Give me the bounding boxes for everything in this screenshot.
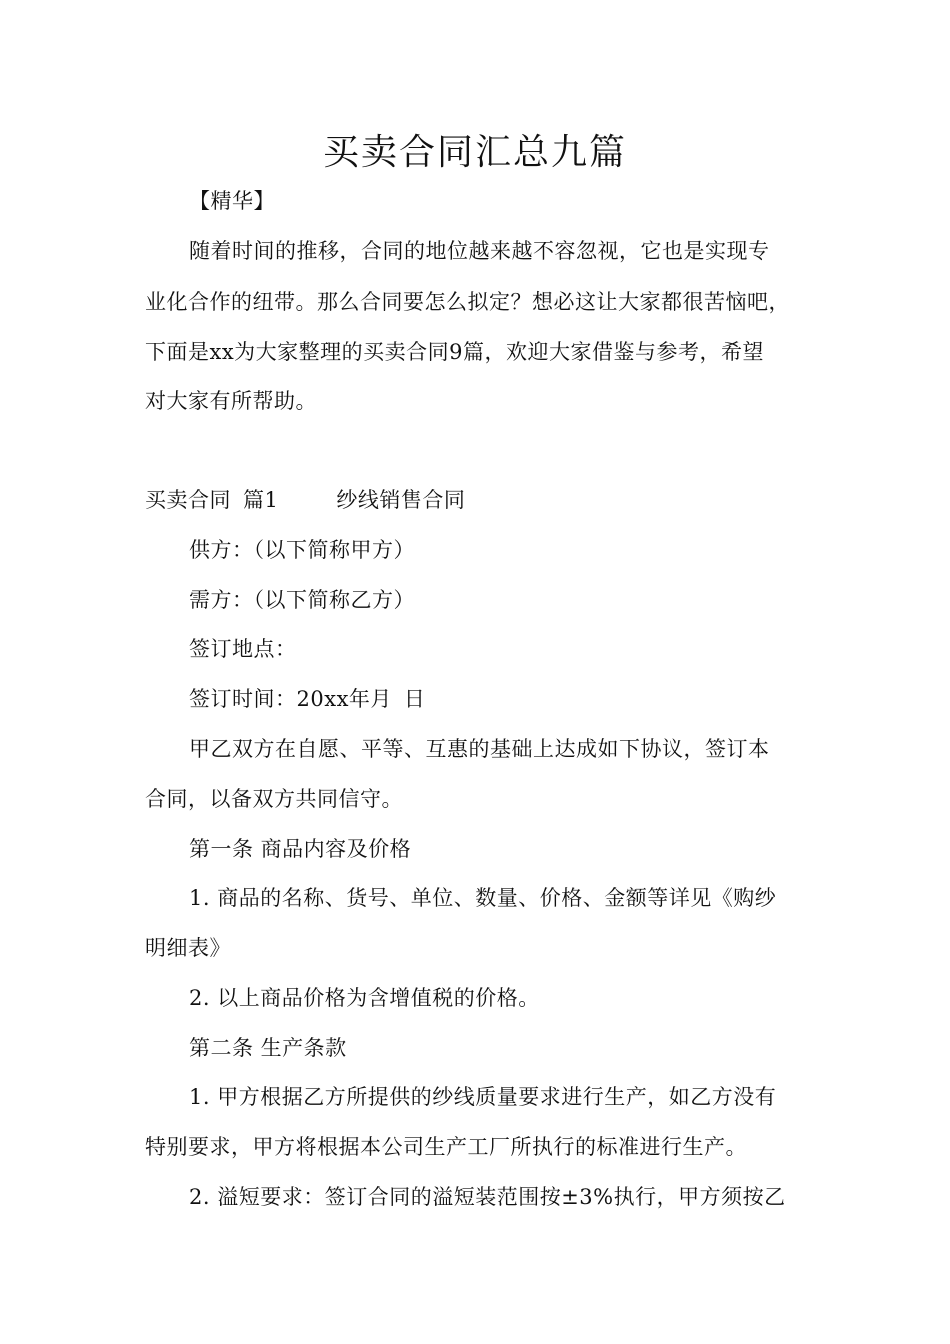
intro-line-3: 下面是xx为大家整理的买卖合同9篇，欢迎大家借鉴与参考，希望 xyxy=(145,340,765,364)
article2-item2: 2. 溢短要求：签订合同的溢短装范围按±3%执行，甲方须按乙 xyxy=(189,1185,786,1209)
sign-place-line: 签订地点： xyxy=(189,637,297,661)
article2-heading: 第二条 生产条款 xyxy=(189,1036,347,1060)
document-title: 买卖合同汇总九篇 xyxy=(322,132,627,173)
article1-item2: 2. 以上商品价格为含增值税的价格。 xyxy=(189,986,540,1010)
document-tag: 【精华】 xyxy=(189,189,275,213)
sign-time-line xyxy=(189,684,425,714)
article1-heading: 第一条 商品内容及价格 xyxy=(189,837,412,861)
sign-time-day: 日 xyxy=(403,687,426,711)
article1-item1-line-2: 明细表》 xyxy=(145,936,231,960)
sign-time-text: 签订时间：20xx年月 xyxy=(189,687,392,711)
section-label: 买卖合同 xyxy=(145,488,231,512)
article2-item1-line-1: 1. 甲方根据乙方所提供的纱线质量要求进行生产，如乙方没有 xyxy=(189,1085,777,1109)
section-subtitle: 纱线销售合同 xyxy=(336,488,466,512)
agreement-line-1: 甲乙双方在自愿、平等、互惠的基础上达成如下协议，签订本 xyxy=(189,737,770,761)
agreement-line-2: 合同，以备双方共同信守。 xyxy=(145,787,403,811)
intro-line-4: 对大家有所帮助。 xyxy=(145,389,317,413)
section-heading xyxy=(145,485,465,515)
intro-line-1: 随着时间的推移，合同的地位越来越不容忽视，它也是实现专 xyxy=(189,239,770,263)
buyer-line: 需方：（以下简称乙方） xyxy=(189,588,415,612)
article1-item1-line-1: 1. 商品的名称、货号、单位、数量、价格、金额等详见《购纱 xyxy=(189,886,777,910)
supplier-line: 供方：（以下简称甲方） xyxy=(189,538,415,562)
intro-line-2: 业化合作的纽带。那么合同要怎么拟定？想必这让大家都很苦恼吧， xyxy=(145,290,790,314)
article2-item1-line-2: 特别要求，甲方将根据本公司生产工厂所执行的标准进行生产。 xyxy=(145,1135,747,1159)
section-number: 篇1 xyxy=(243,488,279,512)
